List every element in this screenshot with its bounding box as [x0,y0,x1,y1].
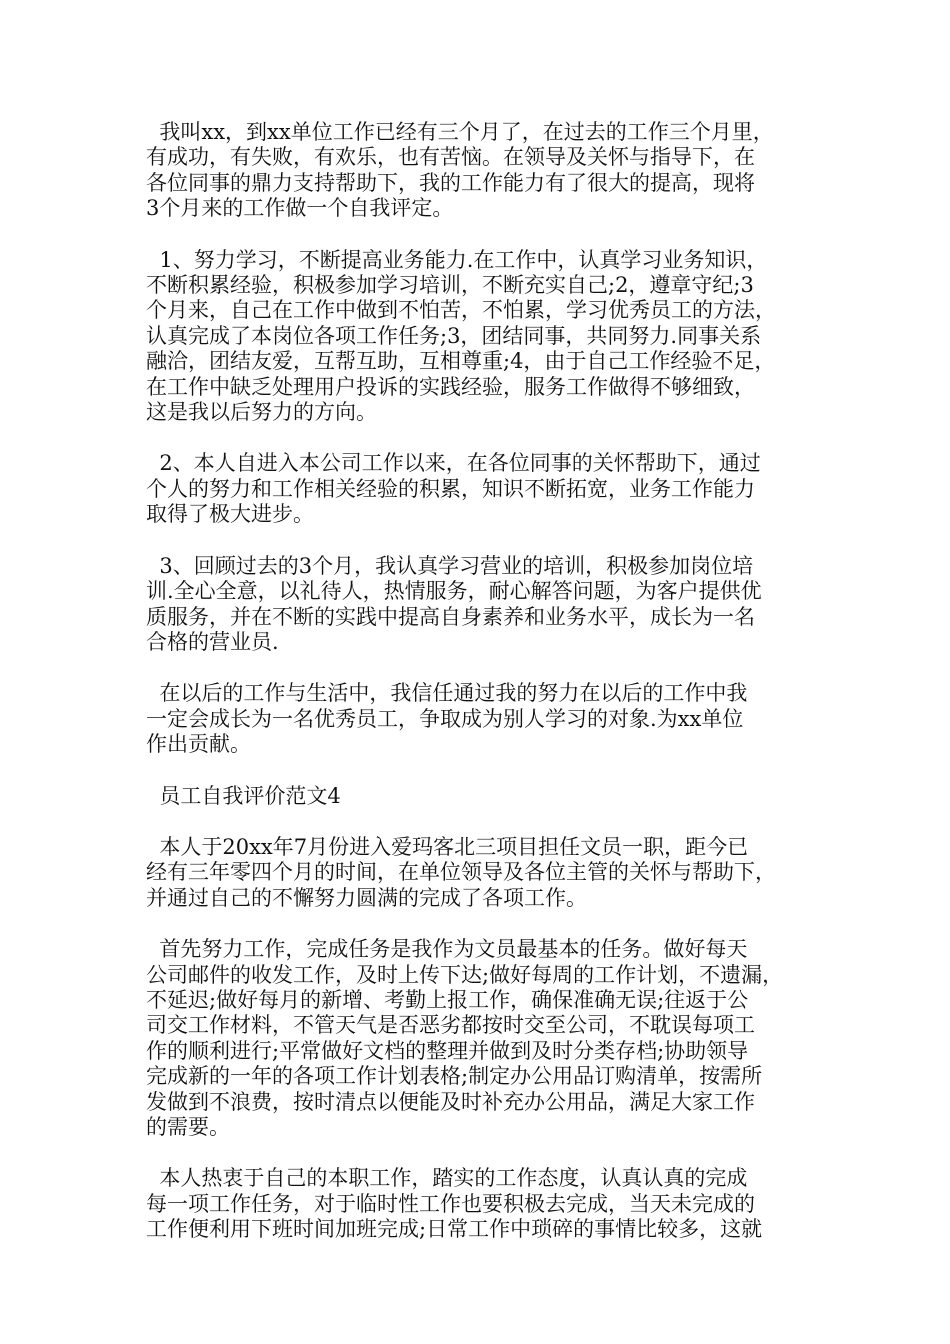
text-line: 首先努力工作，完成任务是我作为文员最基本的任务。做好每天 [146,937,748,962]
text-line: 一定会成长为一名优秀员工，争取成为别人学习的对象.为xx单位 [146,706,744,731]
text-line: 作的顺利进行;平常做好文档的整理并做到及时分类存档;协助领导 [146,1038,749,1063]
text-line: 1、努力学习，不断提高业务能力.在工作中，认真学习业务知识， [146,247,768,272]
text-line: 个月来，自己在工作中做到不怕苦，不怕累，学习优秀员工的方法， [146,298,776,323]
text-line: 本人热衷于自己的本职工作，踏实的工作态度，认真认真的完成 [146,1166,748,1191]
text-line: 在以后的工作与生活中，我信任通过我的努力在以后的工作中我 [146,681,748,706]
text-line: 训.全心全意，以礼待人，热情服务，耐心解答问题，为客户提供优 [146,579,762,604]
text-line: 各位同事的鼎力支持帮助下，我的工作能力有了很大的提高，现将 [146,170,755,195]
paragraph [146,1166,811,1242]
text-line: 个人的努力和工作相关经验的积累，知识不断拓宽，业务工作能力 [146,476,755,501]
paragraph [146,937,811,1140]
text-line: 司交工作材料，不管天气是否恶劣都按时交至公司，不耽误每项工 [146,1013,755,1038]
text-line: 有成功，有失败，有欢乐，也有苦恼。在领导及关怀与指导下，在 [146,145,755,170]
text-line: 融洽，团结友爱，互帮互助，互相尊重;4，由于自己工作经验不足， [146,349,776,374]
document-page [146,120,811,1269]
text-line: 取得了极大进步。 [146,502,314,527]
paragraph [146,248,811,426]
paragraph [146,554,811,656]
paragraph [146,835,811,911]
text-line: 在工作中缺乏处理用户投诉的实践经验，服务工作做得不够细致， [146,374,755,399]
text-line: 认真完成了本岗位各项工作任务;3，团结同事，共同努力.同事关系 [146,323,762,348]
text-line: 不延迟;做好每月的新增、考勤上报工作，确保准确无误;往返于公 [146,987,749,1012]
text-line: 3个月来的工作做一个自我评定。 [146,196,454,221]
text-line: 工作便利用下班时间加班完成;日常工作中琐碎的事情比较多，这就 [146,1217,763,1242]
text-line: 不断积累经验，积极参加学习培训，不断充实自己;2，遵章守纪;3 [146,273,754,298]
text-line: 我叫xx，到xx单位工作已经有三个月了，在过去的工作三个月里， [146,120,774,144]
text-line: 2、本人自进入本公司工作以来，在各位同事的关怀帮助下，通过 [146,451,761,476]
paragraph [146,451,811,527]
paragraph [146,681,811,757]
paragraph [146,120,811,222]
text-line: 完成新的一年的各项工作计划表格;制定办公用品订购清单，按需所 [146,1064,763,1089]
text-line: 并通过自己的不懈努力圆满的完成了各项工作。 [146,885,587,910]
text-line: 发做到不浪费，按时清点以便能及时补充办公用品，满足大家工作 [146,1089,755,1114]
text-line: 这是我以后努力的方向。 [146,400,377,425]
text-line: 作出贡献。 [146,732,251,757]
text-line: 质服务，并在不断的实践中提高自身素养和业务水平，成长为一名 [146,604,755,629]
text-line: 3、回顾过去的3个月，我认真学习营业的培训，积极参加岗位培 [146,553,754,578]
text-line: 公司邮件的收发工作，及时上传下达;做好每周的工作计划，不遗漏， [146,962,784,987]
text-line: 员工自我评价范文4 [146,783,341,808]
text-line: 经有三年零四个月的时间，在单位领导及各位主管的关怀与帮助下， [146,860,776,885]
text-line: 合格的营业员. [146,629,279,654]
paragraph [146,784,811,809]
text-line: 每一项工作任务，对于临时性工作也要积极去完成，当天未完成的 [146,1191,755,1216]
text-line: 本人于20xx年7月份进入爱玛客北三项目担任文员一职，距今已 [146,834,749,859]
text-line: 的需要。 [146,1115,230,1139]
